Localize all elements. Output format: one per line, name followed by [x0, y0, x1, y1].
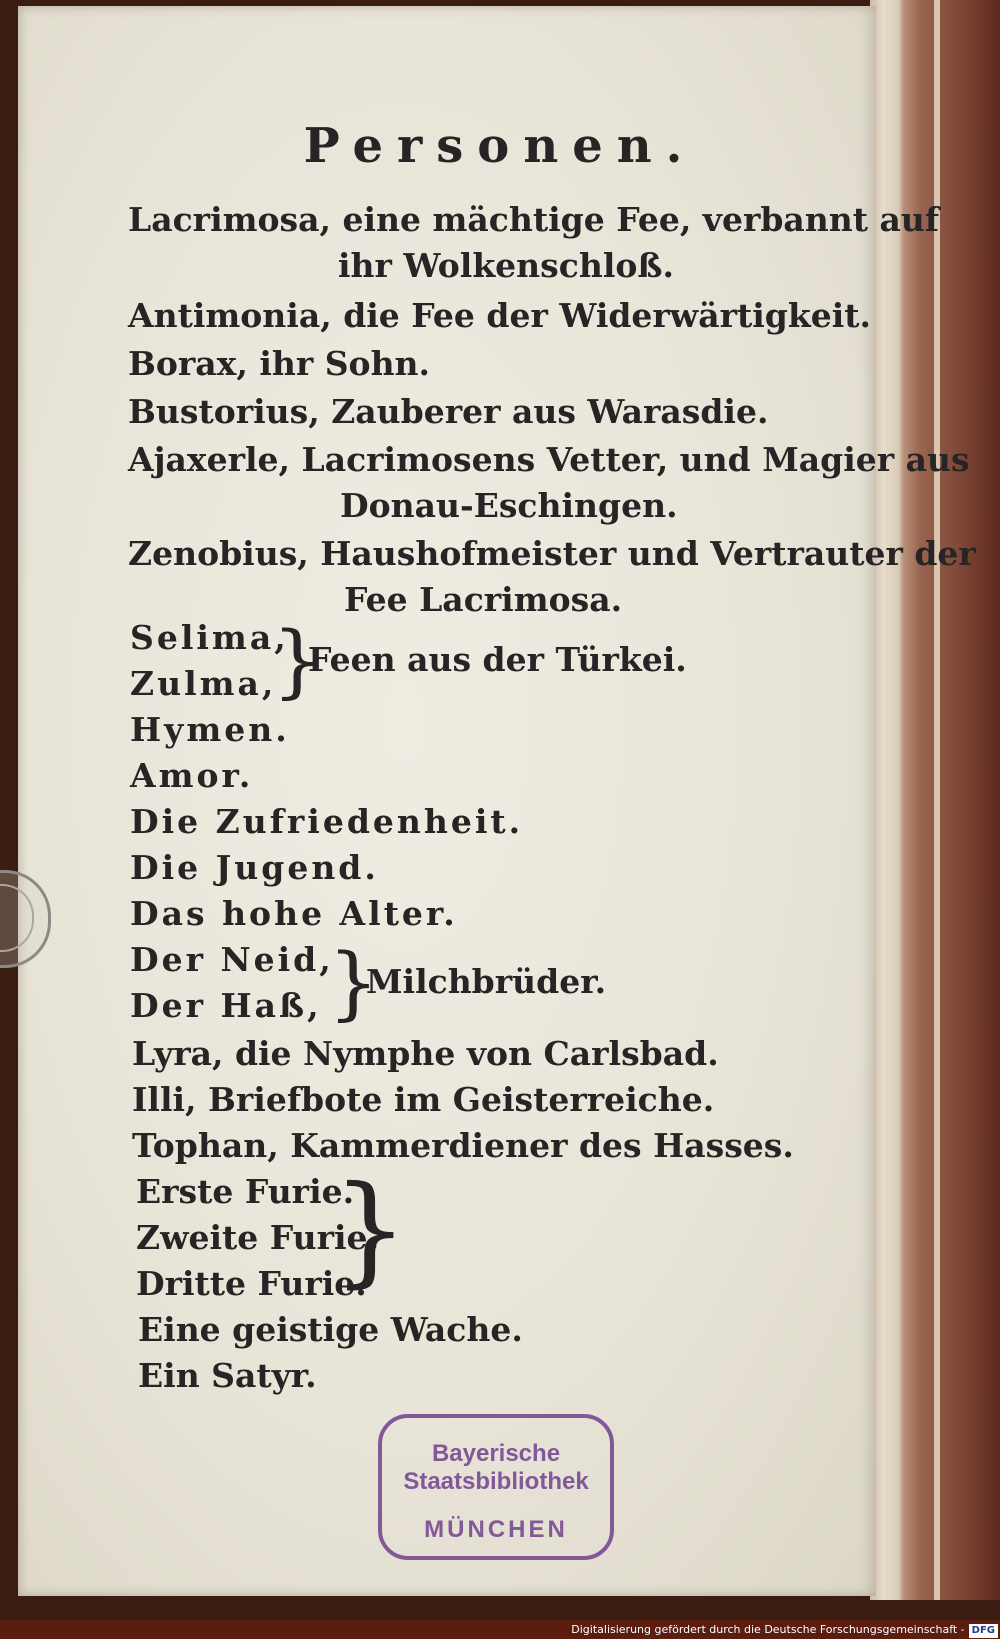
line-erste-furie: Erste Furie.: [136, 1172, 355, 1211]
stamp-line-2: Staatsbibliothek: [403, 1468, 589, 1495]
line-zufriedenheit: Die Zufriedenheit.: [130, 802, 524, 841]
line-borax: Borax, ihr Sohn.: [128, 344, 431, 383]
line-ajaxerle: Ajaxerle, Lacrimosens Vetter, und Magier aus: [128, 440, 970, 479]
line-hohe-alter: Das hohe Alter.: [130, 894, 458, 933]
line-fee-lacrimosa: Fee Lacrimosa.: [344, 580, 623, 619]
line-lacrimosa: Lacrimosa, eine mächtige Fee, verbannt auf: [128, 200, 940, 239]
line-milchbrueder: Milchbrüder.: [366, 962, 607, 1001]
line-donau-eschingen: Donau-Eschingen.: [340, 486, 678, 525]
line-geistige-wache: Eine geistige Wache.: [138, 1310, 523, 1349]
line-tophan: Tophan, Kammerdiener des Hasses.: [132, 1126, 794, 1165]
page-title: Personen.: [303, 118, 697, 174]
line-feen-tuerkei: Feen aus der Türkei.: [308, 640, 687, 679]
brace-furien: }: [332, 1161, 409, 1300]
stamp-line-1: Bayerische: [431, 1440, 561, 1467]
line-zenobius: Zenobius, Haushofmeister und Vertrauter der: [128, 534, 976, 573]
line-hymen: Hymen.: [130, 710, 290, 749]
line-selima: Selima,: [130, 618, 289, 657]
line-dritte-furie: Dritte Furie.: [136, 1264, 367, 1303]
line-antimonia: Antimonia, die Fee der Widerwärtigkeit.: [128, 296, 871, 335]
footer-text: Digitalisierung gefördert durch die Deutsche Forschungsgemeinschaft -: [571, 1623, 965, 1636]
brace-milchbrueder: }: [328, 936, 379, 1029]
line-neid: Der Neid,: [130, 940, 334, 979]
line-lyra: Lyra, die Nymphe von Carlsbad.: [132, 1034, 719, 1073]
brace-feen: }: [272, 614, 323, 707]
line-zweite-furie: Zweite Furie.: [136, 1218, 380, 1257]
line-wolkenschloss: ihr Wolkenschloß.: [338, 246, 674, 285]
book-edge-line: [934, 0, 940, 1600]
line-hass: Der Haß,: [130, 986, 322, 1025]
library-stamp: [378, 1414, 614, 1560]
line-zulma: Zulma,: [130, 664, 277, 703]
line-bustorius: Bustorius, Zauberer aus Warasdie.: [128, 392, 769, 431]
stamp-line-3: MÜNCHEN: [424, 1516, 568, 1543]
footer-credit: [571, 1621, 998, 1639]
line-satyr: Ein Satyr.: [138, 1356, 317, 1395]
line-illi: Illi, Briefbote im Geisterreiche.: [132, 1080, 715, 1119]
line-jugend: Die Jugend.: [130, 848, 379, 887]
dfg-logo: DFG: [969, 1624, 998, 1638]
line-amor: Amor.: [130, 756, 254, 795]
